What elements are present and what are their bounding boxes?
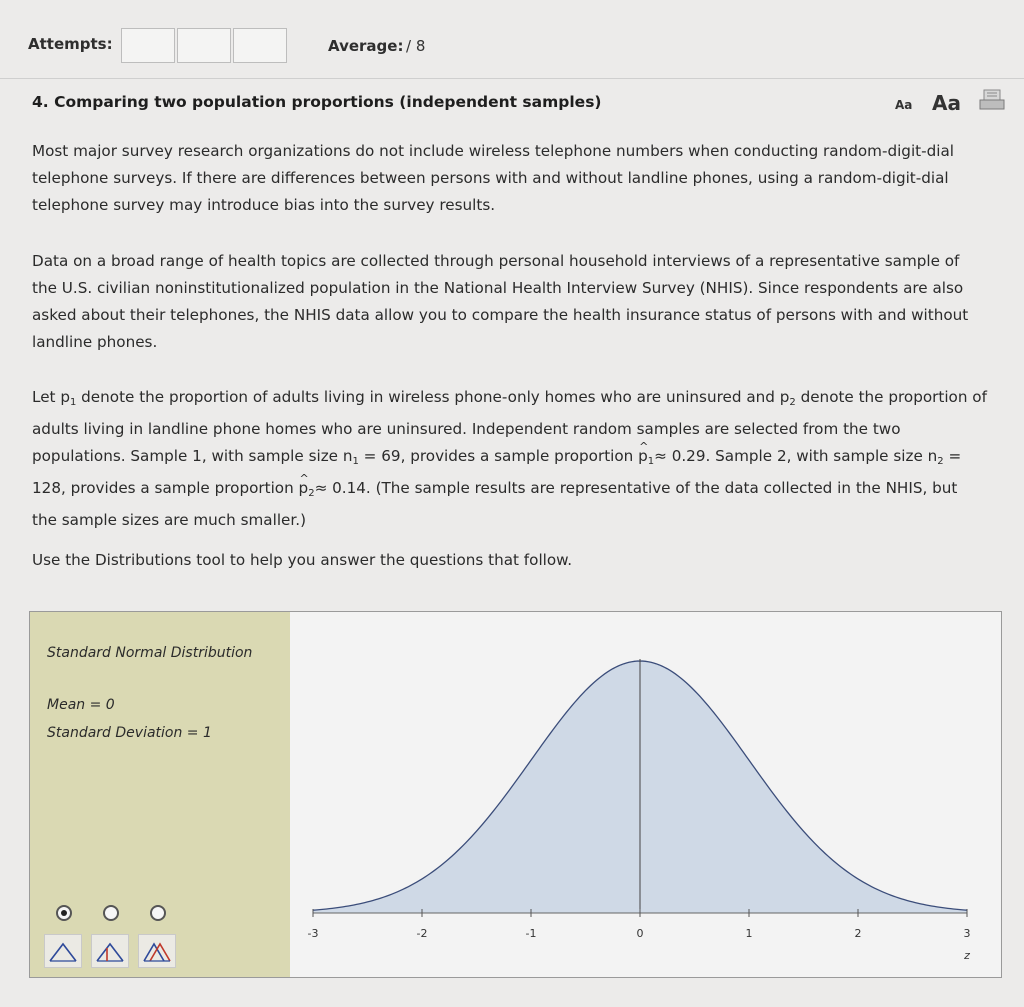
radio-middle[interactable] — [150, 905, 166, 921]
intro-paragraph: Most major survey research organizations do not include wireless telephone numbers when conducting random-digit-dial telephone surveys. If there are differences between persons with and without landline phones, using a random-digit-dial telephone survey may introduce bias into the survey results. — [32, 142, 954, 214]
distributions-tool — [29, 611, 1002, 978]
single-curve-icon — [48, 939, 78, 963]
distribution-chart[interactable] — [290, 612, 1000, 977]
compare-curves-button[interactable] — [138, 934, 176, 968]
tick-group — [308, 909, 971, 940]
font-size-small-button[interactable]: Aa — [895, 98, 913, 112]
header-divider — [0, 78, 1024, 79]
tick-label: 0 — [636, 927, 644, 940]
attempt-box-3 — [233, 28, 287, 63]
tool-side-panel — [30, 612, 290, 977]
tick-label: -3 — [307, 927, 319, 940]
attempt-box-2 — [177, 28, 231, 63]
single-curve-button[interactable] — [44, 934, 82, 968]
z-axis-label: z — [964, 949, 970, 962]
average-label: Average: — [328, 37, 404, 55]
attempts-label: Attempts: — [28, 35, 113, 53]
tool-instruction: Use the Distributions tool to help you answer the questions that follow. — [32, 551, 573, 569]
nhis-paragraph: Data on a broad range of health topics are collected through personal household interviews of a representative sample of the U.S. civilian noninstitutionalized population in the National Health Interview Survey (NHIS). Since respondents are also asked about their telephones, the NHIS data allow you to compare the health insurance status of persons with and without landline phones. — [32, 252, 969, 351]
tick-label: -1 — [525, 927, 537, 940]
attempt-boxes — [121, 28, 289, 63]
tick-label: -2 — [416, 927, 428, 940]
mean-readout: Mean = 0 — [47, 697, 115, 713]
two-tail-curve-button[interactable] — [91, 934, 129, 968]
print-icon[interactable] — [978, 88, 1006, 112]
average-value: / 8 — [406, 37, 426, 55]
radio-one-tail[interactable] — [56, 905, 72, 921]
samples-paragraph: Let $p_1$ denote the proportion of adults living in wireless phone-only homes who are uninsured and $p_2$ denote the proportion of adults living in landline phone homes who are uninsured. Independent random samples are selected from the two populations. Sample 1, with sample size $n_1 = 69$, provides a sample proportion ^ $p_1\approx 0.29$. Sample 2, with sample size $n_2 = 128$, provides a sample proportion ^ $p_2\approx 0.14$. (The sample results are representative of the data collected in the NHIS, but the sample sizes are much smaller.) — [32, 384, 987, 534]
sd-readout: Standard Deviation = 1 — [47, 725, 212, 741]
question-title: 4. Comparing two population proportions (independent samples) — [32, 93, 602, 111]
tick-label: 2 — [854, 927, 862, 940]
radio-two-tails[interactable] — [103, 905, 119, 921]
font-size-large-button[interactable]: Aa — [932, 91, 961, 115]
tick-label: 3 — [963, 927, 971, 940]
distribution-title: Standard Normal Distribution — [47, 645, 253, 661]
compare-curves-icon — [142, 939, 172, 963]
tick-label: 1 — [745, 927, 753, 940]
attempt-box-1 — [121, 28, 175, 63]
two-tail-curve-icon — [95, 939, 125, 963]
